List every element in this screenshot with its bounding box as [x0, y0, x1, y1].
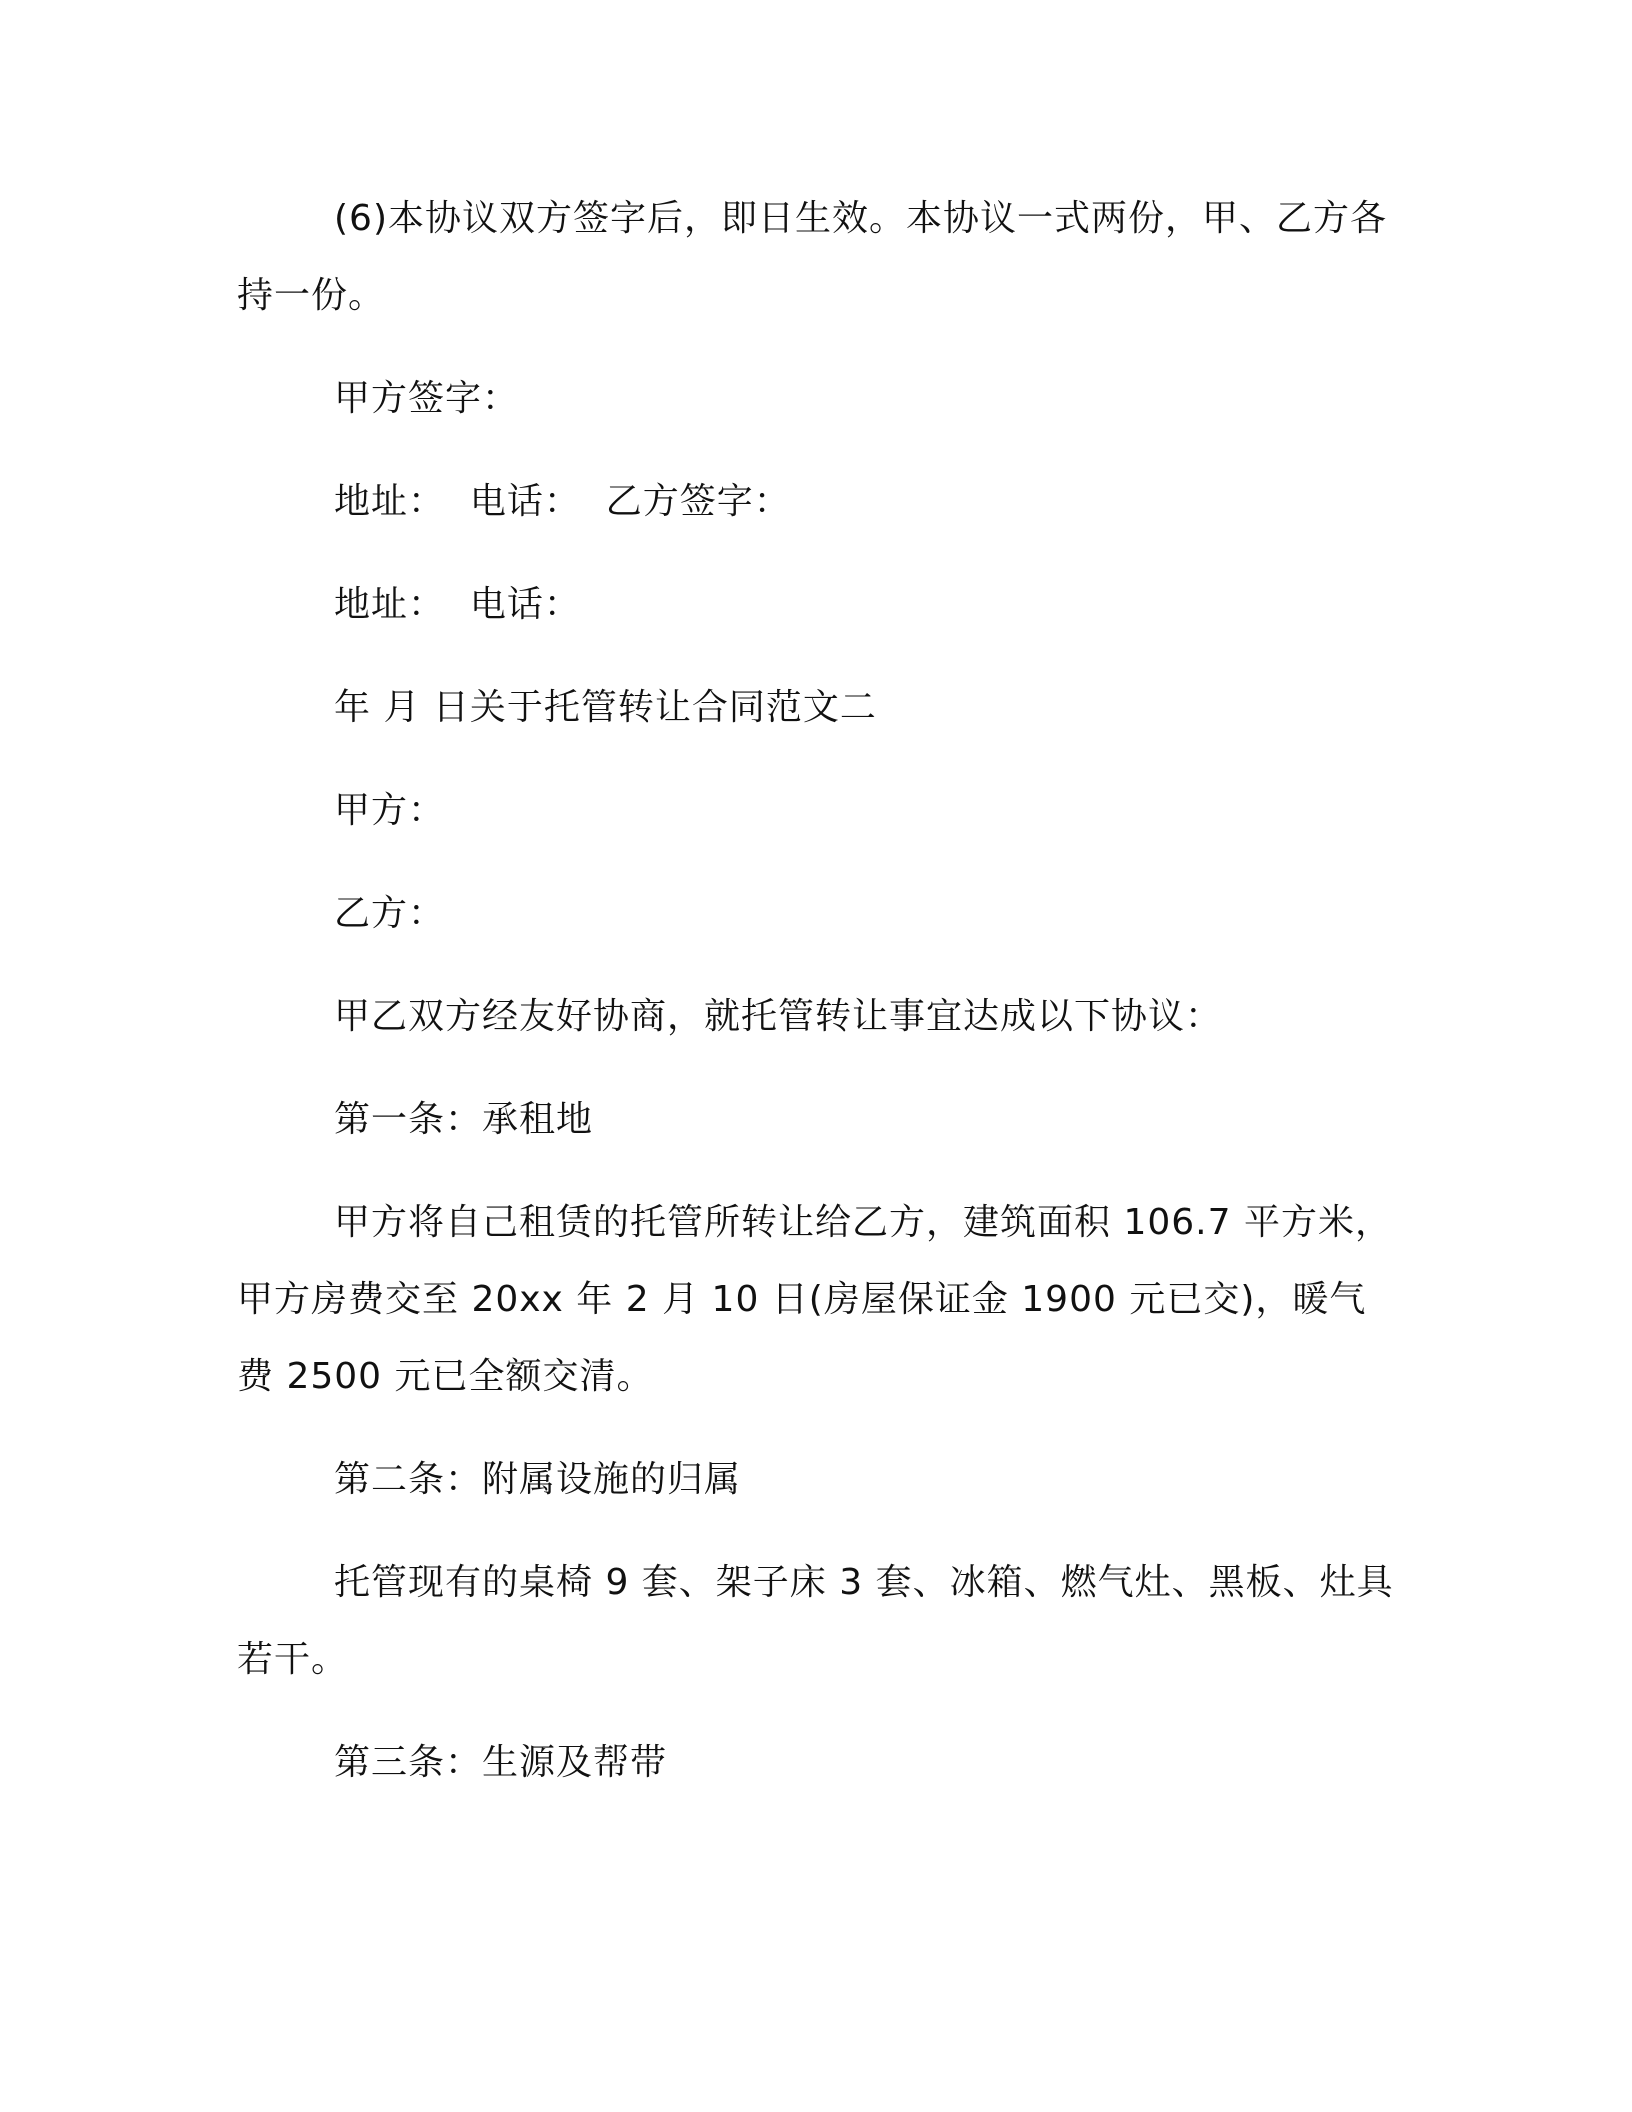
paragraph-party-a: 甲方： [334, 790, 446, 831]
paragraph-article-2-body: 托管现有的桌椅 9 套、架子床 3 套、冰箱、燃气灶、黑板、灶具若干。 [237, 1562, 1394, 1680]
paragraph-address-phone-party-b-signature: 地址： 电话： 乙方签字： [334, 481, 791, 522]
paragraph-date-and-title: 年 月 日关于托管转让合同范文二 [334, 687, 877, 728]
paragraph-party-b: 乙方： [334, 893, 446, 934]
paragraph-agreement-intro: 甲乙双方经友好协商，就托管转让事宜达成以下协议： [334, 996, 1223, 1037]
heading-article-3: 第三条：生源及帮带 [334, 1742, 668, 1783]
paragraph-party-a-signature: 甲方签字： [334, 378, 520, 419]
paragraph-article-1-body: 甲方将自己租赁的托管所转让给乙方，建筑面积 106.7 平方米，甲方房费交至 20xx 年 2 月 10 日(房屋保证金 1900 元已交)，暖气费 2500 元已全额交清。 [237, 1202, 1392, 1397]
heading-article-1: 第一条：承租地 [334, 1099, 594, 1140]
heading-article-2: 第二条：附属设施的归属 [334, 1459, 742, 1500]
paragraph-address-phone: 地址： 电话： [334, 584, 581, 625]
paragraph-effective-clause: (6)本协议双方签字后，即日生效。本协议一式两份，甲、乙方各持一份。 [237, 198, 1387, 316]
